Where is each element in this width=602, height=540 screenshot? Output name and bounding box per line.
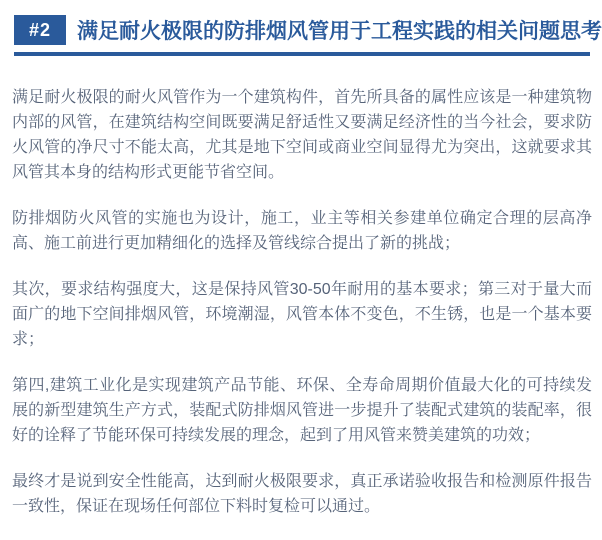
article-body: [12, 85, 592, 519]
paragraph: 满足耐火极限的耐火风管作为一个建筑构件，首先所具备的属性应该是一种建筑物内部的风管，在建筑结构空间既要满足舒适性又要满足经济性的当今社会，要求防火风管的净尺寸不能太高，尤其是地下空间或商业空间显得尤为突出，这就要求其风管其本身的结构形式更能节省空间。: [12, 89, 592, 181]
paragraph: 最终才是说到安全性能高，达到耐火极限要求，真正承诺验收报告和检测原件报告一致性，保证在现场任何部位下料时复检可以通过。: [12, 473, 592, 515]
header-divider: [14, 52, 590, 56]
section-number-badge: #2: [14, 15, 66, 45]
paragraph: 第四,建筑工业化是实现建筑产品节能、环保、全寿命周期价值最大化的可持续发展的新型建筑生产方式，装配式防排烟风管进一步提升了装配式建筑的装配率，很好的诠释了节能环保可持续发展的理念，起到了用风管来赞美建筑的功效；: [12, 377, 592, 444]
section-header: [14, 15, 602, 45]
paragraph: 防排烟防火风管的实施也为设计，施工，业主等相关参建单位确定合理的层高净高、施工前进行更加精细化的选择及管线综合提出了新的挑战；: [12, 210, 592, 252]
paragraph: 其次，要求结构强度大，这是保持风管30-50年耐用的基本要求；第三对于量大而面广的地下空间排烟风管，环境潮湿，风管本体不变色，不生锈，也是一个基本要求；: [12, 281, 592, 348]
section-title: 满足耐火极限的防排烟风管用于工程实践的相关问题思考: [77, 20, 602, 43]
